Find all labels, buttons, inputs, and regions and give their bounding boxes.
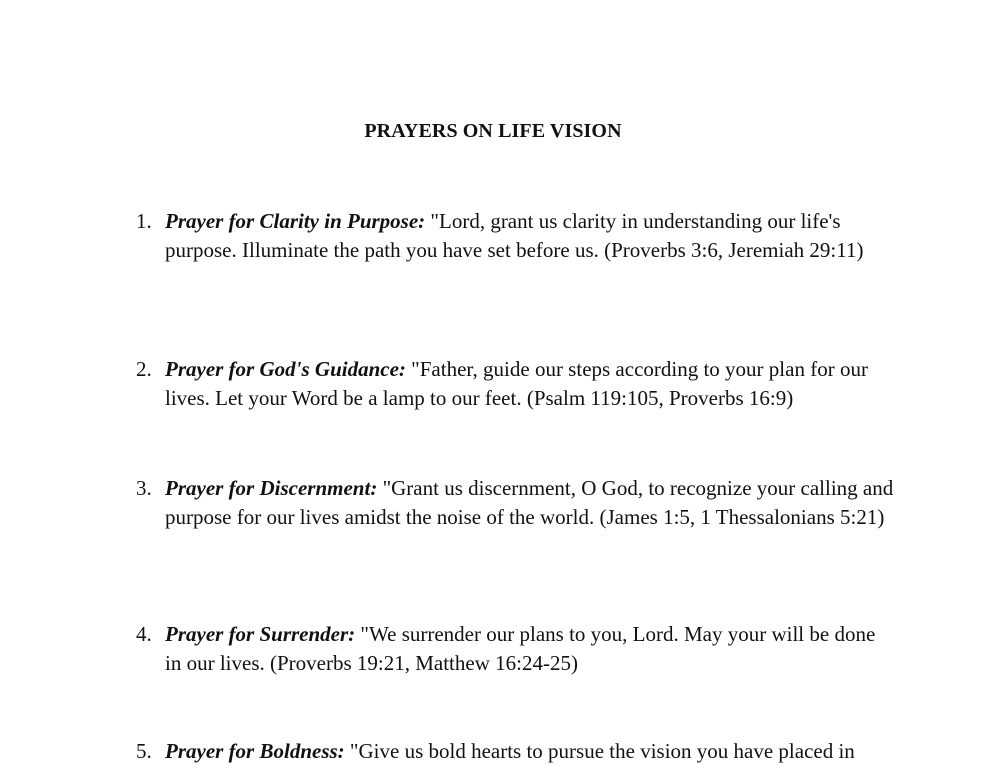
item-heading: Prayer for God's Guidance: [165, 357, 406, 381]
item-body [165, 620, 896, 677]
list-item [136, 620, 896, 677]
item-heading: Prayer for Clarity in Purpose: [165, 209, 426, 233]
item-body [165, 474, 896, 531]
item-body [165, 207, 896, 264]
item-text: "Father, guide our steps according to your plan for our lives. Let your Word be a lamp to our feet. (Psalm 119:105, Proverbs 16:9) [165, 357, 868, 410]
item-body [165, 737, 896, 766]
item-number: 4. [136, 622, 152, 646]
item-text: "Lord, grant us clarity in understanding our life's purpose. Illuminate the path you have set before us. (Proverbs 3:6, Jeremiah 29:11) [165, 209, 864, 262]
item-number: 3. [136, 476, 152, 500]
item-number: 1. [136, 209, 152, 233]
list-item [136, 474, 896, 531]
item-body [165, 355, 896, 412]
item-text: "Grant us discernment, O God, to recognize your calling and purpose for our lives amidst the noise of the world. (James 1:5, 1 Thessalonians 5:21) [165, 476, 894, 529]
list-item [136, 355, 896, 412]
page-title: PRAYERS ON LIFE VISION [364, 120, 622, 142]
item-number: 2. [136, 357, 152, 381]
item-text: "We surrender our plans to you, Lord. May your will be done in our lives. (Proverbs 19:21, Matthew 16:24-25) [165, 622, 876, 675]
item-heading: Prayer for Discernment: [165, 476, 378, 500]
list-item [136, 207, 896, 264]
list-item [136, 737, 896, 766]
item-heading: Prayer for Surrender: [165, 622, 356, 646]
item-heading: Prayer for Boldness: [165, 739, 345, 763]
item-number: 5. [136, 739, 152, 763]
item-text: "Give us bold hearts to pursue the vision you have placed in [344, 739, 855, 763]
